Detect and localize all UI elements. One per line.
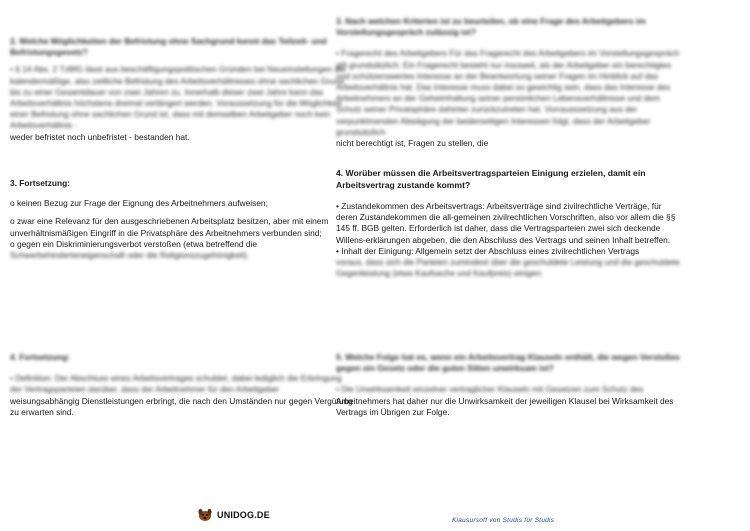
- left-q4-heading: 4. Fortsetzung:: [10, 352, 71, 362]
- left-q2-body: • § 14 Abs. 2 TzBfG lässt aus beschäftigungspolitischen Gründen bei Neueinstellungen die kalendermäßige, also zeitliche Befristung des Arbeitsverhältnisses ohne sachlichen Grund bis zu einer Gesamtdauer von zwei Jahren zu. Innerhalb dieser zwei Jahre kann das Arbeitsverhältnis höchstens dreimal verlängert werden. Voraussetzung für die Möglichkeit einer Befristung ohne sachlichen Grund ist, dass mit demselben Arbeitgeber noch kein Arbeitsverhältnis -: [10, 64, 346, 131]
- right-q3-body-blur: • Fragerecht des Arbeitgebers Für das Fragerecht des Arbeitgebers im Vorstellungsgespräch gilt grundsätzlich: Ein Fragerecht besteht nur insoweit, als der Arbeitgeber ein berechtigtes und schützenswertes Interesse an der Beantwortung seiner Fragen im Hinblick auf das Arbeitsverhältnis hat. Das Interesse muss dabei so gewichtig sein, dass das Interesse des Arbeitnehmers an der Geheimhaltung seiner persönlichen Lebensverhältnisse und dem Schutz seiner Privatsphäre dahinter zurückzutreten hat. Vorrausssetzung aus der verpunktmenden Abwägung der beiderseitigen Interessen folgt, dass der Arbeitgeber grundsätzlich: [336, 48, 680, 137]
- right-q3-block: [336, 16, 684, 149]
- right-q3-body-end: nicht berechtigt ist, Fragen zu stellen, die: [336, 138, 489, 149]
- right-q4-block: [336, 167, 684, 279]
- logo-text: UNIDOG.DE: [217, 510, 270, 521]
- left-q2-block: [10, 36, 355, 143]
- right-q4-heading: 4. Worüber müssen die Arbeitsvertragsparteien Einigung erzielen, damit ein Arbeitsvertrag zustande kommt?: [336, 168, 646, 190]
- right-q4-p2-blur: voraus, dass sich die Parteien zumindest über die geschuldete Leistung und die geschuldete Gegenleistung (etwa Kaufsache und Kaufpreis) einigen.: [336, 257, 680, 279]
- left-q4-body: weisungsabhängig Dienstleistungen erbringt, die nach den Umständen nur gegen Vergütung zu erwarten sind.: [10, 395, 353, 417]
- left-q3-line2: o zwar eine Relevanz für den ausgeschriebenen Arbeitsplatz besitzen, aber mit einem unverhältnismäßigen Eingriff in die Privatsphäre des Arbeitnehmers verbunden sind;: [10, 216, 329, 238]
- right-q5-body-blur: • Die Unwirksamkeit einzelner vertraglicher Klauseln mit Gesetzen zum Schutz des: [336, 384, 644, 395]
- right-q5-heading: 5. Welche Folge hat es, wenn ein Arbeitsvertrag Klauseln enthält, die wegen Verstoßes gegen ein Gesetz oder die guten Sitten unwirksam ist?: [336, 352, 680, 374]
- dog-icon: [196, 505, 214, 526]
- left-q2-heading: 2. Welche Möglichkeiten der Befristung ohne Sachgrund kennt das Teilzeit- und Befristungsgesetz?: [10, 36, 327, 58]
- left-q2-body-end: weder befristet noch unbefristet - bestanden hat.: [10, 131, 190, 142]
- left-q3-line3: o gegen ein Diskriminierungsverbot verstoßen (etwa betreffend die: [10, 238, 258, 249]
- left-q4-body-blur: • Definition: Der Abschluss eines Arbeitsvertrages schuldet, dabei lediglich die Erbringung der Vertragsparteien darüber, dass der Arbeitnehmer für den Arbeitgeber: [10, 373, 342, 395]
- right-q4-p1: • Zustandekommen des Arbeitsvertrags: Arbeitsverträge sind zivilrechtliche Verträge, für deren Zustandekommen die all-gemeinen zivilrechtlichen Vorschriften, also vor allem die §§ 145 ff. BGB gelten. Erforderlich ist daher, dass die Vertragsparteien zwei sich deckende Willens-erklärungen abgeben, die den Abschluss des Vertrags und seinen Inhalt betreffen.: [336, 201, 676, 245]
- left-q3-heading: 3. Fortsetzung:: [10, 178, 71, 188]
- right-q5-block: [336, 352, 684, 418]
- right-q4-p2: • Inhalt der Einigung: Allgemein setzt der Abschluss eines zivilrechtlichen Vertrags: [336, 245, 640, 256]
- left-q3-line3-blur: Schwerbehinderteneigenschaft oder die Religionszugehörigkeit).: [10, 250, 250, 261]
- footer-tagline: Klausursoff von Studis für Studis: [452, 517, 555, 524]
- watermark: [520, 150, 556, 410]
- left-q4-block: [10, 352, 355, 418]
- right-q3-heading: 3. Nach welchen Kriterien ist zu beurteilen, ob eine Frage des Arbeitgebers im Vorstellungsgespräch zulässig ist?: [336, 16, 646, 38]
- footer-logo: [196, 506, 270, 526]
- right-q5-body: Arbeitnehmers hat daher nur die Unwirksamkeit der jeweiligen Klausel bei Wirksamkeit des Vertrags im Übrigen zur Folge.: [336, 395, 674, 417]
- left-q3-line1: o keinen Bezug zur Frage der Eignung des Arbeitnehmers aufweisen;: [10, 198, 268, 209]
- left-q3-block: [10, 178, 355, 261]
